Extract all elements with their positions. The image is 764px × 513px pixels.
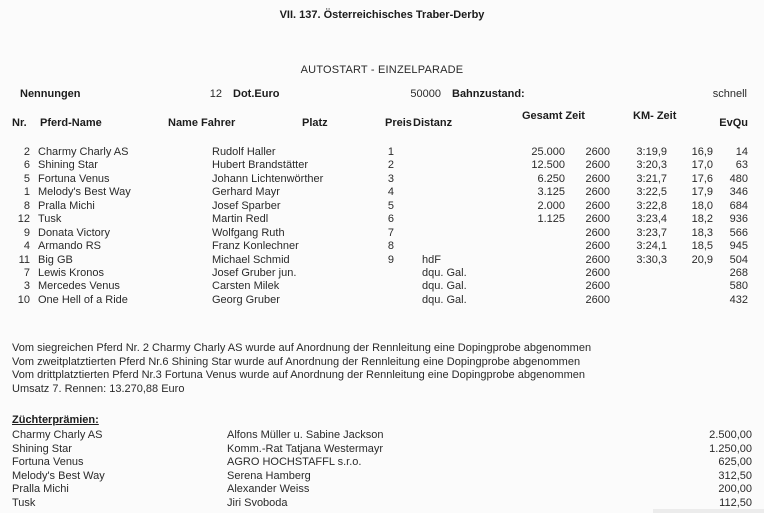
bahnzustand-label: Bahnzustand: [452,88,525,100]
cell-evqu: 480 [729,172,748,185]
note-line: Vom siegreichen Pferd Nr. 2 Charmy Charly AS wurde auf Anordnung der Rennleitung eine Dopingprobe abgenommen [12,342,592,354]
table-row [0,173,764,186]
cell-evqu: 580 [729,280,748,293]
cell-nr: 9 [23,226,30,239]
cell-remark: dqu. Gal. [422,280,467,293]
cell-name: Lewis Kronos [38,266,105,279]
cell-distanz: 2600 [585,293,610,306]
cell-distanz: 2600 [585,253,610,266]
cell-distanz: 2600 [585,159,610,172]
cell-fahrer: Franz Konlechner [212,240,299,253]
premium-row [0,470,764,484]
cell-nr: 6 [23,159,30,172]
cell-km: 18,5 [691,240,713,253]
cell-evqu: 504 [729,253,748,266]
cell-nr: 12 [17,213,30,226]
cell-platz: 6 [387,213,394,226]
cell-name: Donata Victory [38,226,110,239]
column-header-evqu: EvQu [719,117,748,129]
premium-horse: Tusk [12,496,36,509]
column-header-km-zeit: KM- Zeit [633,110,677,122]
cell-fahrer: Rudolf Haller [212,146,276,158]
cell-gesamt: 3:23,4 [636,213,667,226]
premium-breeder: Komm.-Rat Tatjana Westermayr [227,442,384,455]
premium-breeder: Jiri Svoboda [227,496,288,509]
cell-distanz: 2600 [585,266,610,279]
cell-platz: 4 [387,186,394,199]
cell-km: 20,9 [691,253,713,266]
cell-evqu: 432 [729,293,748,306]
column-header-gesamt-zeit: Gesamt Zeit [522,110,585,122]
cell-nr: 1 [23,186,30,199]
cell-distanz: 2600 [585,146,610,158]
results-table [0,146,764,307]
column-header-platz: Platz [302,117,328,129]
cell-fahrer: Georg Gruber [212,293,280,306]
race-info-row [0,88,764,101]
table-row [0,294,764,307]
cell-distanz: 2600 [585,213,610,226]
cell-name: Armando RS [38,240,101,253]
premium-amount: 200,00 [718,483,752,495]
premium-row [0,483,764,497]
premium-amount: 1.250,00 [709,442,752,455]
premium-row [0,497,764,511]
cell-distanz: 2600 [585,226,610,239]
table-row [0,146,764,159]
cell-platz: 8 [387,240,394,253]
cell-fahrer: Hubert Brandstätter [212,159,308,172]
table-row [0,159,764,172]
cell-evqu: 936 [729,213,748,226]
cell-gesamt: 3:22,5 [636,186,667,199]
premium-amount: 625,00 [718,456,752,468]
table-row [0,213,764,226]
table-row [0,280,764,293]
table-row [0,186,764,199]
cell-preis: 1.125 [537,213,565,226]
cell-fahrer: Carsten Milek [212,280,280,293]
cell-km: 17,9 [691,186,713,199]
cell-evqu: 346 [729,186,748,199]
premium-amount: 2.500,00 [709,429,752,441]
bottom-edge-artifact [653,509,764,513]
premium-amount: 312,50 [718,469,752,482]
column-header-distanz: Distanz [413,117,453,129]
cell-platz: 5 [387,199,394,212]
stewards-notes [12,342,752,396]
cell-km: 18,0 [691,199,713,212]
premium-horse: Charmy Charly AS [12,429,103,441]
cell-name: Big GB [38,253,73,266]
cell-fahrer: Martin Redl [212,213,269,226]
cell-distanz: 2600 [585,186,610,199]
cell-evqu: 268 [729,266,748,279]
cell-nr: 10 [17,293,30,306]
table-row [0,267,764,280]
cell-nr: 7 [23,266,30,279]
premium-horse: Pralla Michi [12,483,69,495]
breeder-premiums-table [0,429,764,510]
cell-distanz: 2600 [585,172,610,185]
cell-km: 17,6 [691,172,713,185]
column-header-pferd-name: Pferd-Name [40,117,102,129]
cell-distanz: 2600 [585,240,610,253]
nennungen-label: Nennungen [20,88,81,100]
cell-fahrer: Michael Schmid [212,253,290,266]
premium-breeder: Alfons Müller u. Sabine Jackson [227,429,384,441]
cell-evqu: 945 [729,240,748,253]
premium-row [0,443,764,457]
cell-km: 16,9 [691,146,713,158]
cell-platz: 1 [387,146,394,158]
cell-preis: 2.000 [537,199,565,212]
premium-horse: Shining Star [12,442,72,455]
cell-gesamt: 3:23,7 [636,226,667,239]
table-row [0,227,764,240]
cell-platz: 2 [387,159,394,172]
cell-name: Fortuna Venus [38,172,110,185]
cell-name: Mercedes Venus [38,280,120,293]
cell-distanz: 2600 [585,199,610,212]
table-row [0,254,764,267]
cell-nr: 3 [23,280,30,293]
cell-platz: 3 [387,172,394,185]
cell-name: Tusk [38,213,62,226]
start-mode-subtitle: AUTOSTART - EINZELPARADE [300,64,464,76]
cell-gesamt: 3:24,1 [636,240,667,253]
cell-preis: 12.500 [531,159,565,172]
cell-fahrer: Josef Gruber jun. [212,266,297,279]
nennungen-value: 12 [209,88,222,100]
cell-remark: dqu. Gal. [422,293,467,306]
note-line: Umsatz 7. Rennen: 13.270,88 Euro [12,382,185,395]
cell-gesamt: 3:20,3 [636,159,667,172]
breeder-premiums-heading: Züchterprämien: [12,414,99,426]
cell-km: 18,2 [691,213,713,226]
cell-fahrer: Gerhard Mayr [212,186,280,199]
note-line: Vom zweitplatztierten Pferd Nr.6 Shining Star wurde auf Anordnung der Rennleitung eine Dopingprobe abgenommen [12,355,581,368]
page-title: VII. 137. Österreichisches Traber-Derby [279,9,485,21]
cell-evqu: 566 [729,226,748,239]
cell-preis: 25.000 [531,146,565,158]
cell-nr: 8 [23,199,30,212]
cell-evqu: 14 [735,146,748,158]
cell-name: Charmy Charly AS [38,146,129,158]
cell-km: 18,3 [691,226,713,239]
cell-km: 17,0 [691,159,713,172]
premium-horse: Fortuna Venus [12,456,84,468]
premium-horse: Melody's Best Way [12,469,105,482]
cell-fahrer: Wolfgang Ruth [212,226,285,239]
cell-name: Pralla Michi [38,199,95,212]
table-row [0,240,764,253]
cell-platz: 7 [387,226,394,239]
cell-fahrer: Josef Sparber [212,199,281,212]
cell-name: Shining Star [38,159,98,172]
premium-row [0,456,764,470]
cell-distanz: 2600 [585,280,610,293]
column-header-name-fahrer: Name Fahrer [168,117,236,129]
column-header-preis: Preis [385,117,412,129]
cell-gesamt: 3:22,8 [636,199,667,212]
premium-breeder: Serena Hamberg [227,469,311,482]
cell-remark: dqu. Gal. [422,266,467,279]
premium-row [0,429,764,443]
premium-breeder: Alexander Weiss [227,483,310,495]
bahnzustand-value: schnell [712,88,747,100]
dotation-value: 50000 [410,88,441,100]
cell-preis: 6.250 [537,172,565,185]
table-row [0,200,764,213]
cell-name: Melody's Best Way [38,186,131,199]
cell-name: One Hell of a Ride [38,293,128,306]
premium-breeder: AGRO HOCHSTAFFL s.r.o. [227,456,362,468]
cell-gesamt: 3:21,7 [636,172,667,185]
cell-evqu: 684 [729,199,748,212]
note-line: Vom drittplatztierten Pferd Nr.3 Fortuna Venus wurde auf Anordnung der Rennleitung eine Dopingprobe abgenommen [12,369,585,381]
cell-fahrer: Johann Lichtenwörther [212,172,324,185]
cell-evqu: 63 [735,159,748,172]
cell-gesamt: 3:19,9 [636,146,667,158]
cell-preis: 3.125 [537,186,565,199]
column-header-nr: Nr. [12,117,27,129]
cell-nr: 5 [23,172,30,185]
premium-amount: 112,50 [719,496,752,509]
cell-nr: 11 [18,253,30,266]
cell-nr: 4 [23,240,30,253]
dotation-label: Dot.Euro [233,88,280,100]
cell-platz: 9 [387,253,394,266]
cell-remark: hdF [422,253,441,266]
cell-nr: 2 [23,146,30,158]
cell-gesamt: 3:30,3 [636,253,667,266]
